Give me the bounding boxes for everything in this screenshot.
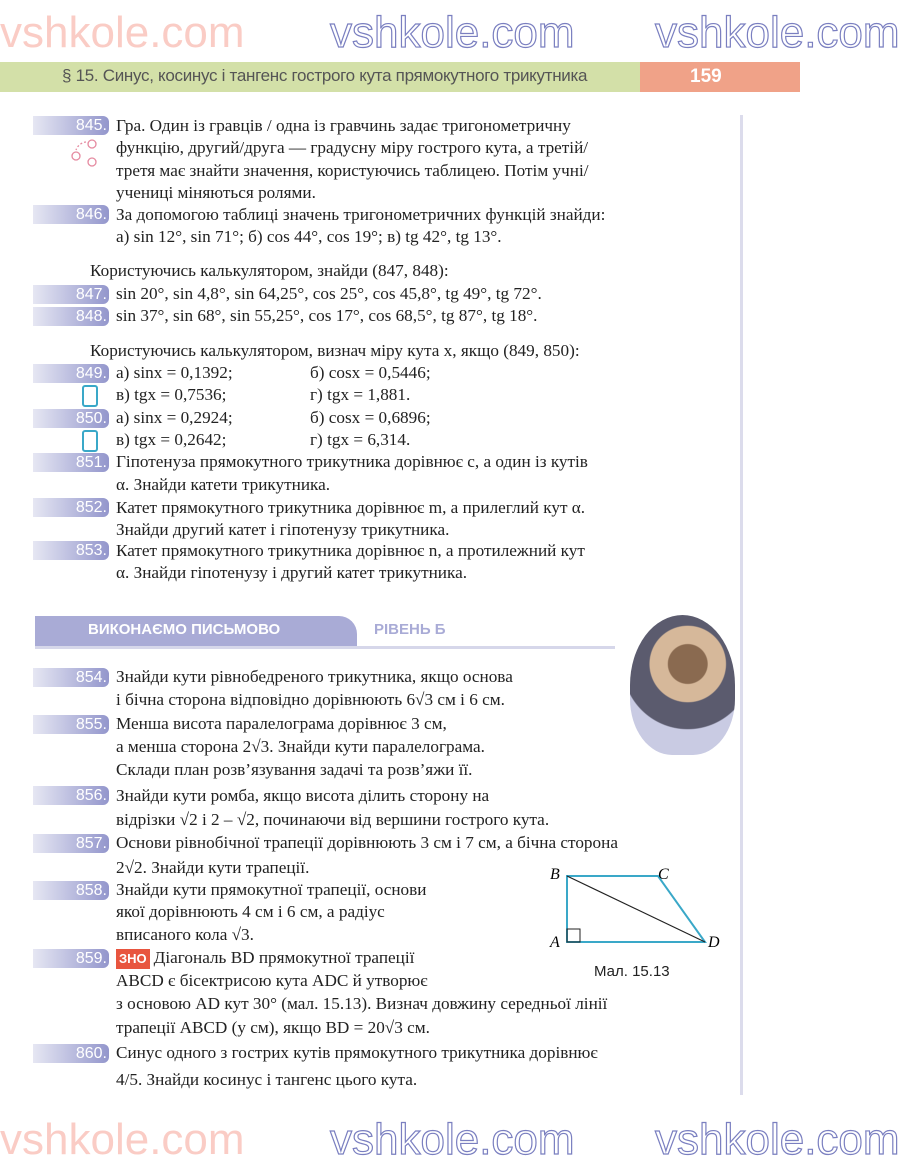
vertex-label-b: B — [550, 866, 560, 883]
task-line: За допомогою таблиці значень тригонометричних функцій знайди: — [116, 205, 606, 224]
calculator-icon — [82, 385, 98, 407]
level-label: РІВЕНЬ Б — [374, 621, 446, 638]
task-line: sin 37°, sin 68°, sin 55,25°, cos 17°, cos 68,5°, tg 87°, tg 18°. — [116, 306, 538, 325]
task-line: третя має знайти значення, користуючись таблицею. Потім учні/ — [116, 161, 589, 180]
task-line: а) sinx = 0,2924; — [116, 408, 233, 427]
task-line: α. Знайди катети трикутника. — [116, 475, 331, 494]
task-number: 849. — [33, 364, 109, 383]
task-line: Катет прямокутного трикутника дорівнює n, а протилежний кут — [116, 541, 585, 560]
task-line: а менша сторона 2√3. Знайди кути паралелограма. — [116, 737, 485, 756]
task-line: б) cosx = 0,5446; — [310, 363, 431, 382]
task-line: з основою AD кут 30° (мал. 15.13). Визнач довжину середньої лінії — [116, 994, 608, 1013]
task-number: 852. — [33, 498, 109, 517]
task-line: в) tgx = 0,2642; — [116, 430, 227, 449]
watermark: vshkole.com — [655, 1115, 900, 1164]
zno-badge: ЗНО — [116, 949, 150, 969]
task-number: 855. — [33, 715, 109, 734]
task-line: Знайди другий катет і гіпотенузу трикутника. — [116, 520, 450, 539]
task-line: якої дорівнюють 4 см і 6 см, а радіус — [116, 902, 385, 921]
student-photo — [630, 615, 735, 755]
task-number: 858. — [33, 881, 109, 900]
task-line: Гіпотенуза прямокутного трикутника дорівнює c, а один із кутів — [116, 452, 588, 471]
task-line: трапеції ABCD (у см), якщо BD = 20√3 см. — [116, 1018, 430, 1037]
task-number: 853. — [33, 541, 109, 560]
task-line: учениці міняються ролями. — [116, 183, 316, 202]
instruction: Користуючись калькулятором, визнач міру кута x, якщо (849, 850): — [90, 341, 580, 360]
group-work-icon — [70, 138, 102, 168]
watermark: vshkole.com — [0, 1115, 245, 1164]
task-number: 857. — [33, 834, 109, 853]
watermark: vshkole.com — [0, 8, 245, 57]
task-line: sin 20°, sin 4,8°, sin 64,25°, cos 25°, cos 45,8°, tg 49°, tg 72°. — [116, 284, 542, 303]
watermark: vshkole.com — [330, 1115, 575, 1164]
task-line: ABCD є бісектрисою кута ADC й утворює — [116, 971, 428, 990]
vertex-label-c: C — [658, 866, 669, 883]
task-number: 851. — [33, 453, 109, 472]
task-line: вписаного кола √3. — [116, 925, 254, 944]
trapezoid-figure — [540, 862, 730, 962]
task-line: Синус одного з гострих кутів прямокутного трикутника дорівнює — [116, 1043, 598, 1062]
margin-rule — [740, 115, 743, 1095]
task-number: 846. — [33, 205, 109, 224]
task-number: 847. — [33, 285, 109, 304]
page-number: 159 — [690, 66, 722, 87]
task-number: 845. — [33, 116, 109, 135]
task-line: г) tgx = 1,881. — [310, 385, 411, 404]
task-line: в) tgx = 0,7536; — [116, 385, 227, 404]
task-line: а) sinx = 0,1392; — [116, 363, 233, 382]
task-line: г) tgx = 6,314. — [310, 430, 411, 449]
task-line: 4/5. Знайди косинус і тангенс цього кута. — [116, 1070, 418, 1089]
section-title: § 15. Синус, косинус і тангенс гострого кута прямокутного трикутника — [62, 66, 588, 85]
calculator-icon — [82, 430, 98, 452]
section-heading: ВИКОНАЄМО ПИСЬМОВО — [88, 621, 281, 638]
task-number: 860. — [33, 1044, 109, 1063]
task-number: 856. — [33, 786, 109, 805]
instruction: Користуючись калькулятором, знайди (847, 848): — [90, 261, 449, 280]
task-line: Знайди кути ромба, якщо висота ділить сторону на — [116, 786, 490, 805]
task-line: Гра. Один із гравців / одна із гравчинь задає тригонометричну — [116, 116, 571, 135]
task-line: α. Знайди гіпотенузу і другий катет трикутника. — [116, 563, 467, 582]
task-line: б) cosx = 0,6896; — [310, 408, 431, 427]
task-line: функцію, другий/друга — градусну міру гострого кута, а третій/ — [116, 138, 589, 157]
task-line: і бічна сторона відповідно дорівнюють 6√3 см і 6 см. — [116, 690, 505, 709]
watermark: vshkole.com — [330, 8, 575, 57]
task-line: Діагональ BD прямокутної трапеції — [153, 948, 415, 967]
task-line: а) sin 12°, sin 71°; б) cos 44°, cos 19°; в) tg 42°, tg 13°. — [116, 227, 502, 246]
task-line: Склади план розв’язування задачі та розв’яжи її. — [116, 760, 473, 779]
vertex-label-a: A — [550, 934, 560, 951]
task-number: 850. — [33, 409, 109, 428]
task-line: Знайди кути рівнобедреного трикутника, якщо основа — [116, 667, 513, 686]
task-number: 854. — [33, 668, 109, 687]
task-line: Катет прямокутного трикутника дорівнює m, а прилеглий кут α. — [116, 498, 586, 517]
task-line: Менша висота паралелограма дорівнює 3 см, — [116, 714, 447, 733]
watermark: vshkole.com — [655, 8, 900, 57]
task-line: Знайди кути прямокутної трапеції, основи — [116, 880, 427, 899]
task-number: 848. — [33, 307, 109, 326]
task-line: відрізки √2 і 2 – √2, починаючи від вершини гострого кута. — [116, 810, 550, 829]
figure-caption: Мал. 15.13 — [594, 963, 670, 980]
task-line: Основи рівнобічної трапеції дорівнюють 3 см і 7 см, а бічна сторона — [116, 833, 618, 852]
section-underline — [35, 646, 615, 649]
task-number: 859. — [33, 949, 109, 968]
task-line: 2√2. Знайди кути трапеції. — [116, 858, 310, 877]
vertex-label-d: D — [708, 934, 720, 951]
